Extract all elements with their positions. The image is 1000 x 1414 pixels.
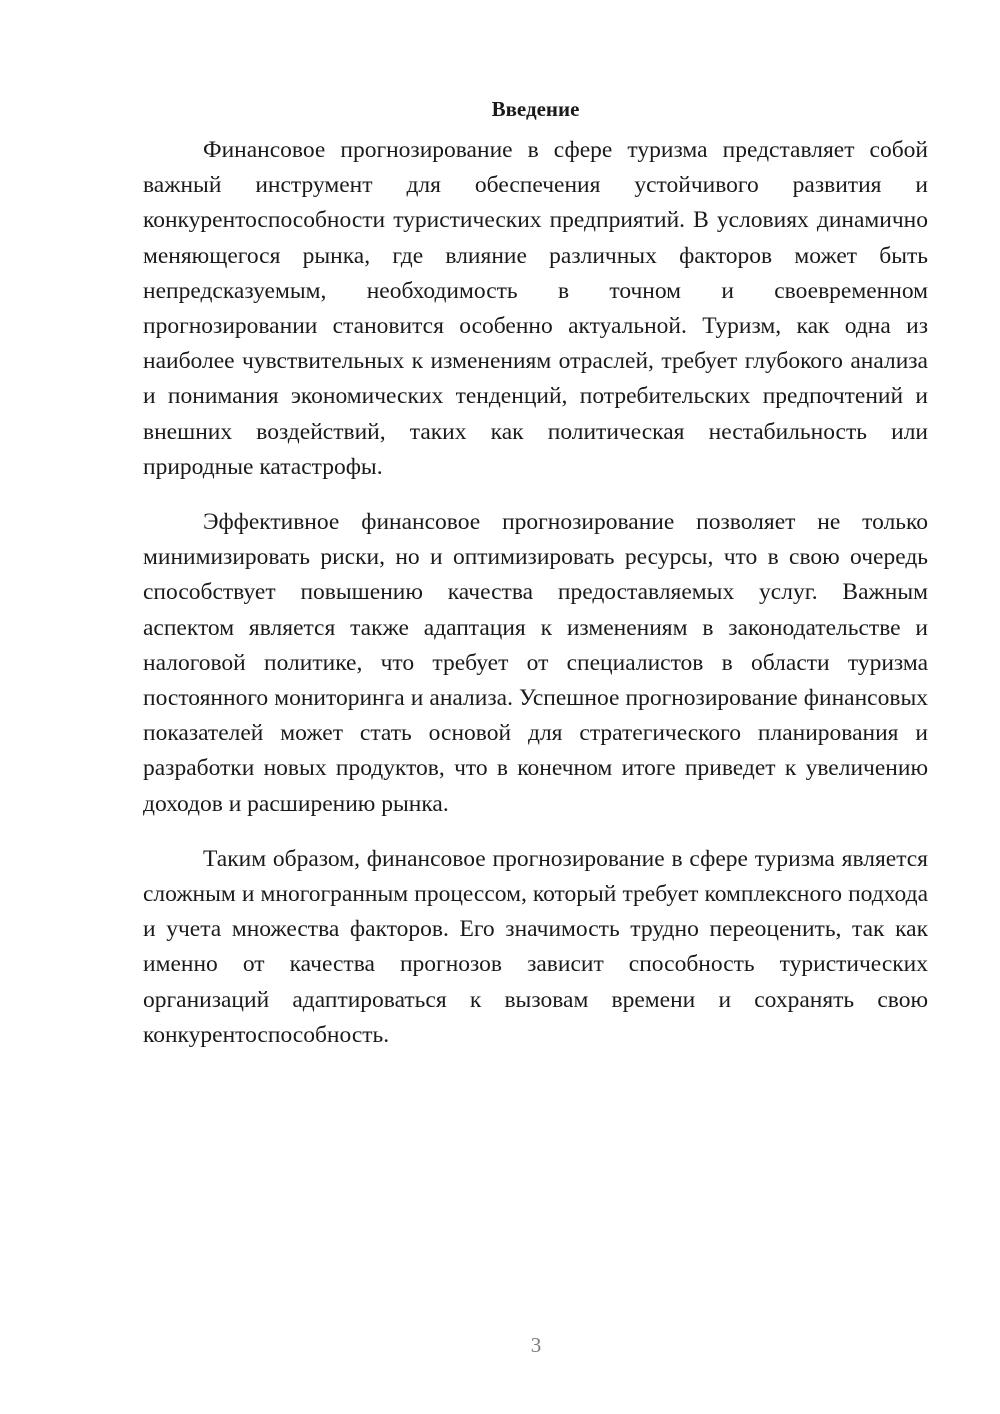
page-number: 3 bbox=[530, 1333, 542, 1357]
paragraph-3: Таким образом, финансовое прогнозирование в сфере туризма является сложным и многогранным процессом, который требует комплексного подхода и учета множества факторов. Его значимость трудно переоценить, так как именно от качества прогнозов зависит способность туристических организаций адаптироваться к вызовам времени и сохранять свою конкурентоспособность. bbox=[143, 845, 928, 1048]
paragraph-1: Финансовое прогнозирование в сфере туризма представляет собой важный инструмент для обеспечения устойчивого развития и конкурентоспособности туристических предприятий. В условиях динамично меняющегося рынка, где влияние различных факторов может быть непредсказуемым, необходимость в точном и своевременном прогнозировании становится особенно актуальной. Туризм, как одна из наиболее чувствительных к изменениям отраслей, требует глубокого анализа и понимания экономических тенденций, потребительских предпочтений и внешних воздействий, таких как политическая нестабильность или природные катастрофы. bbox=[143, 137, 928, 480]
page-content bbox=[143, 92, 928, 1053]
paragraph-2: Эффективное финансовое прогнозирование позволяет не только минимизировать риски, но и оптимизировать ресурсы, что в свою очередь способствует повышению качества предоставляемых услуг. Важным аспектом является также адаптация к изменениям в законодательстве и налоговой политике, что требует от специалистов в области туризма постоянного мониторинга и анализа. Успешное прогнозирование финансовых показателей может стать основой для стратегического планирования и разработки новых продуктов, что в конечном итоге приведет к увеличению доходов и расширению рынка. bbox=[143, 509, 928, 817]
section-heading: Введение bbox=[491, 97, 580, 121]
